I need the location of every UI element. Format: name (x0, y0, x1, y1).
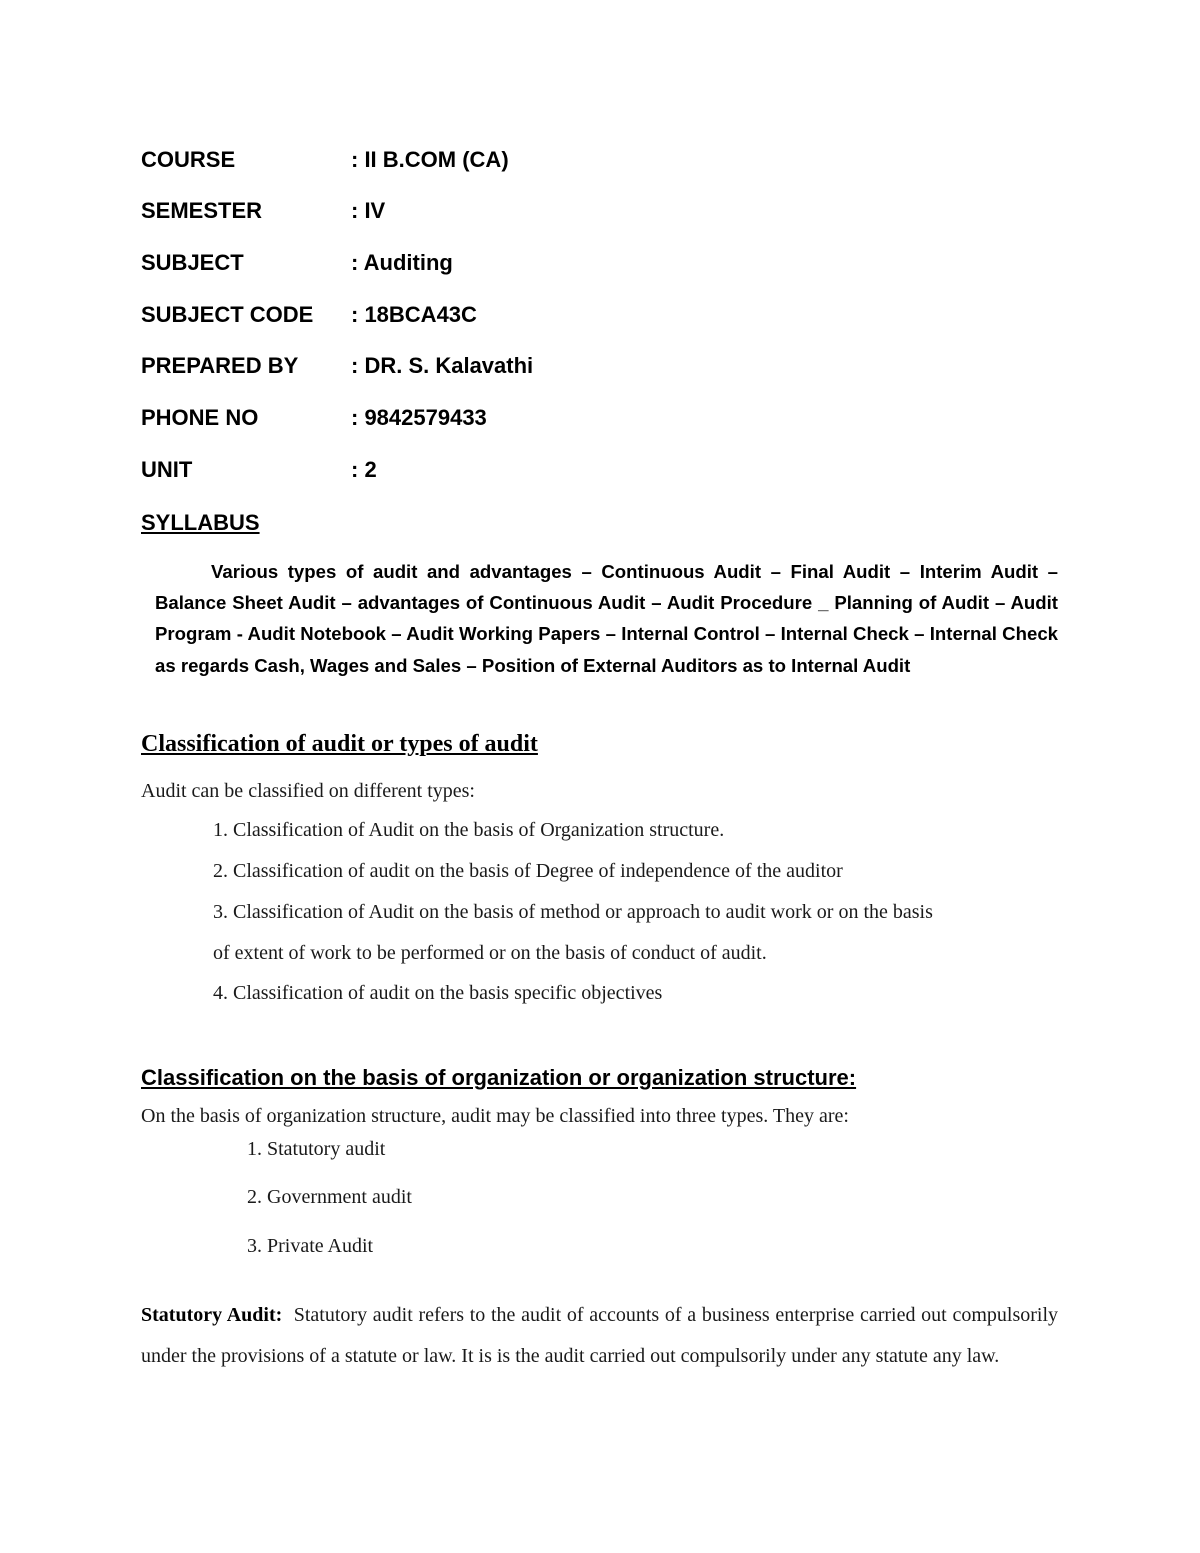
meta-label: SEMESTER (141, 198, 263, 223)
meta-row-subject-code (141, 300, 477, 330)
meta-label: SUBJECT CODE (141, 302, 314, 327)
statutory-text: Statutory audit refers to the audit of accounts of a business enterprise carried out compulsorily under the provisions of a statute or law. It is is the audit carried out compulsorily under any statute any law. (141, 1304, 1058, 1367)
statutory-label: Statutory Audit: (141, 1304, 283, 1326)
list-item: 2. Classification of audit on the basis of Degree of independence of the auditor (213, 860, 843, 882)
meta-row-semester (141, 196, 385, 226)
organization-heading: Classification on the basis of organization or organization structure: (141, 1065, 857, 1090)
meta-row-subject (141, 248, 453, 278)
list-item: 4. Classification of audit on the basis specific objectives (213, 982, 663, 1004)
meta-label: COURSE (141, 147, 236, 172)
statutory-paragraph (141, 1295, 1058, 1377)
meta-label: PHONE NO (141, 405, 259, 430)
syllabus-text: Various types of audit and advantages – Continuous Audit – Final Audit – Interim Audit – Balance Sheet Audit – advantages of Continuous Audit – Audit Procedure _ Planning of Audit – Audit Program - Audit Notebook – Audit Working Papers – Internal Control – Internal Check – Internal Check as regards Cash, Wages and Sales – Position of External Auditors as to Internal Audit (155, 561, 1058, 676)
classification-intro: Audit can be classified on different types: (141, 780, 475, 802)
list-item: 3. Classification of Audit on the basis of method or approach to audit work or on the basis (213, 901, 933, 923)
meta-value: : IV (351, 198, 386, 223)
meta-row-course (141, 145, 509, 175)
list-item: 1. Classification of Audit on the basis of Organization structure. (213, 819, 725, 841)
list-item: 2. Government audit (247, 1186, 412, 1208)
meta-value: : DR. S. Kalavathi (351, 353, 534, 378)
syllabus-heading: SYLLABUS (141, 510, 260, 535)
meta-row-phone (141, 403, 487, 433)
meta-value: : II B.COM (CA) (351, 147, 509, 172)
meta-label: UNIT (141, 457, 193, 482)
meta-value: : Auditing (351, 250, 453, 275)
meta-label: PREPARED BY (141, 353, 299, 378)
meta-value: : 18BCA43C (351, 302, 477, 327)
classification-heading: Classification of audit or types of audit (141, 731, 538, 757)
meta-row-unit (141, 455, 377, 485)
organization-intro: On the basis of organization structure, audit may be classified into three types. They are: (141, 1105, 849, 1127)
meta-label: SUBJECT (141, 250, 244, 275)
list-item: 3. Private Audit (247, 1235, 374, 1257)
list-item: 1. Statutory audit (247, 1138, 386, 1160)
list-item-continuation: of extent of work to be performed or on the basis of conduct of audit. (213, 942, 767, 964)
meta-row-prepared-by (141, 351, 533, 381)
meta-value: : 9842579433 (351, 405, 487, 430)
meta-value: : 2 (351, 457, 377, 482)
